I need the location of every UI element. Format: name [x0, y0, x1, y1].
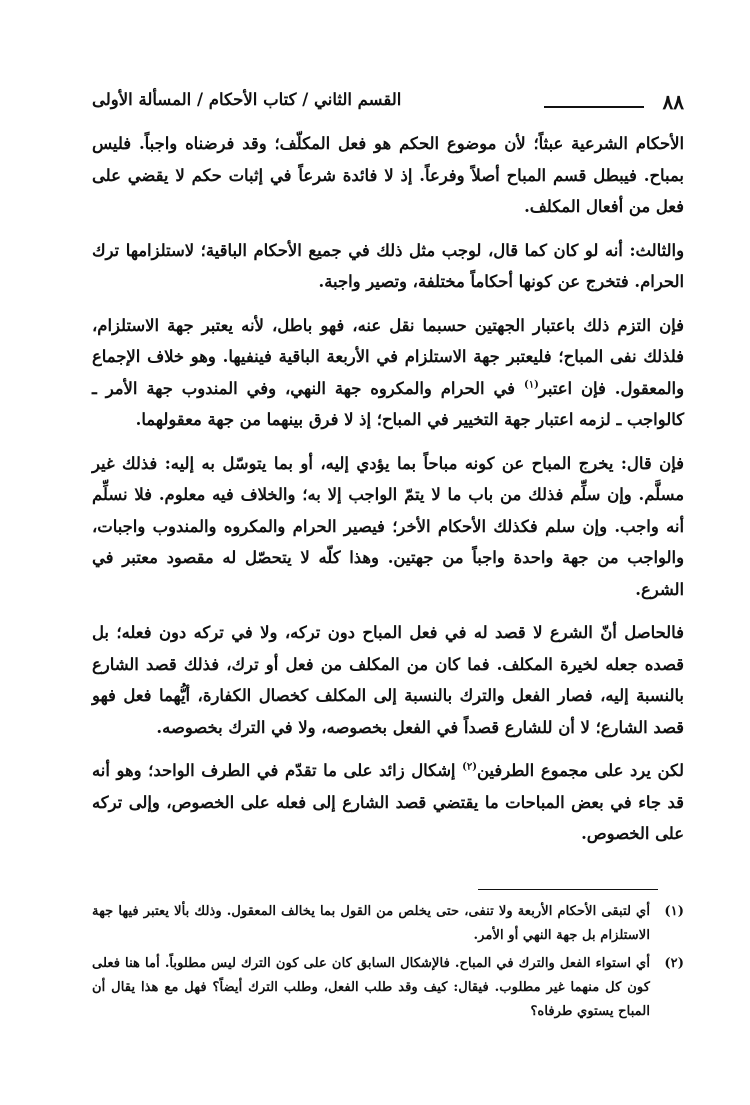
footnote-2-number: (٢) — [664, 956, 684, 971]
footnote-1 — [92, 900, 684, 948]
paragraph-6-tail: إشكال زائد على ما تقدّم في الطرف الواحد؛ وهو أنه قد جاء في بعض المباحات ما يقتضي قصد الشارع إلى فعله على الخصوص، وإلى تركه على الخصوص. — [92, 761, 684, 843]
paragraph-1 — [92, 128, 684, 223]
paragraph-6 — [92, 755, 684, 850]
paragraph-4 — [92, 448, 684, 606]
footnote-ref-1[interactable]: (١) — [523, 379, 539, 391]
running-title: القسم الثاني / كتاب الأحكام / المسألة الأولى — [92, 90, 402, 109]
paragraph-2-text: أنه لو كان كما قال، لوجب مثل ذلك في جميع الأحكام الباقية؛ لاستلزامها ترك الحرام. فتخرج عن كونها أحكاماً مختلفة، وتصير واجبة. — [92, 240, 684, 291]
paragraph-2 — [92, 235, 684, 298]
page-header — [92, 90, 684, 120]
paragraph-5 — [92, 617, 684, 743]
paragraph-5-text: فالحاصل أنّ الشرع لا قصد له في فعل المباح دون تركه، ولا في تركه دون فعله؛ بل قصده جعله لخيرة المكلف. فما كان من المكلف من فعل أو ترك، فذلك قصد الشارع بالنسبة إليه، فصار الفعل والترك بالنسبة إلى المكلف كخصال الكفارة، أيُّهما فعل فهو قصد الشارع؛ لا أن للشارع قصداً في الفعل بخصوصه، ولا في الترك بخصوصه. — [92, 623, 684, 737]
footnote-2 — [92, 952, 684, 1024]
paragraph-3-text: فإن التزم ذلك باعتبار الجهتين حسبما نقل عنه، فهو باطل، لأنه يعتبر جهة الاستلزام، فلذلك نفى المباح؛ فليعتبر جهة الاستلزام في الأربعة الباقية فينفيها. وهو خلاف الإجماع والمعقول. فإن اعتبر — [92, 315, 684, 398]
page-number: ٨٨ — [662, 90, 684, 114]
paragraph-4-text: فإن قال: يخرج المباح عن كونه مباحاً بما يؤدي إليه، أو بما يتوسّل به إليه: فذلك غير مسلَّم. وإن سلِّم فذلك من باب ما لا يتمّ الواجب إلا به؛ والخلاف فيه معلوم. فلا نسلِّم أنه واجب. وإن سلم فكذلك الأحكام الأخر؛ فيصير الحرام والمكروه والمندوب واجبات، والواجب من جهة واحدة واجباً من جهتين. وهذا كلّه لا يتحصّل له مقصود معتبر في الشرع. — [92, 453, 684, 599]
paragraph-1-text: الأحكام الشرعية عبثاً؛ لأن موضوع الحكم هو فعل المكلّف؛ وقد فرضناه واجباً. فليس بمباح. فيبطل قسم المباح أصلاً وفرعاً. إذ لا فائدة شرعاً في إثبات حكم لا يقضي على فعل من أفعال المكلف. — [92, 134, 684, 216]
footnote-1-number: (١) — [664, 904, 684, 919]
paragraph-3-tail: في الحرام والمكروه جهة النهي، وفي المندوب جهة الأمر ـ كالواجب ـ لزمه اعتبار جهة التخيير في المباح؛ إذ لا فرق بينهما من جهة معقولهما. — [92, 378, 684, 429]
footnote-ref-2[interactable]: (٢) — [462, 761, 477, 773]
footnotes — [92, 900, 684, 1028]
paragraph-2-lead: والثالث: — [629, 240, 684, 260]
footnote-2-text: أي استواء الفعل والترك في المباح. فالإشكال السابق كان على كون الترك ليس مطلوباً. أما هنا فعلى كون كل منهما غير مطلوب. فيقال: كيف وقد طلب الفعل، وطلب الترك أيضاً؟ فهل مع هذا يقال أن المباح يستوي طرفاه؟ — [92, 956, 650, 1019]
paragraph-6-text: لكن يرد على مجموع الطرفين — [476, 761, 685, 780]
footnote-separator — [478, 889, 658, 890]
header-rule — [544, 106, 644, 108]
footnote-1-text: أي لتبقى الأحكام الأربعة ولا تنفى، حتى يخلص من القول بما يخالف المعقول. وذلك بألا يعتبر فيها جهة الاستلزام بل جهة النهي أو الأمر. — [92, 904, 650, 943]
paragraph-3 — [92, 310, 684, 436]
main-text — [92, 128, 684, 862]
